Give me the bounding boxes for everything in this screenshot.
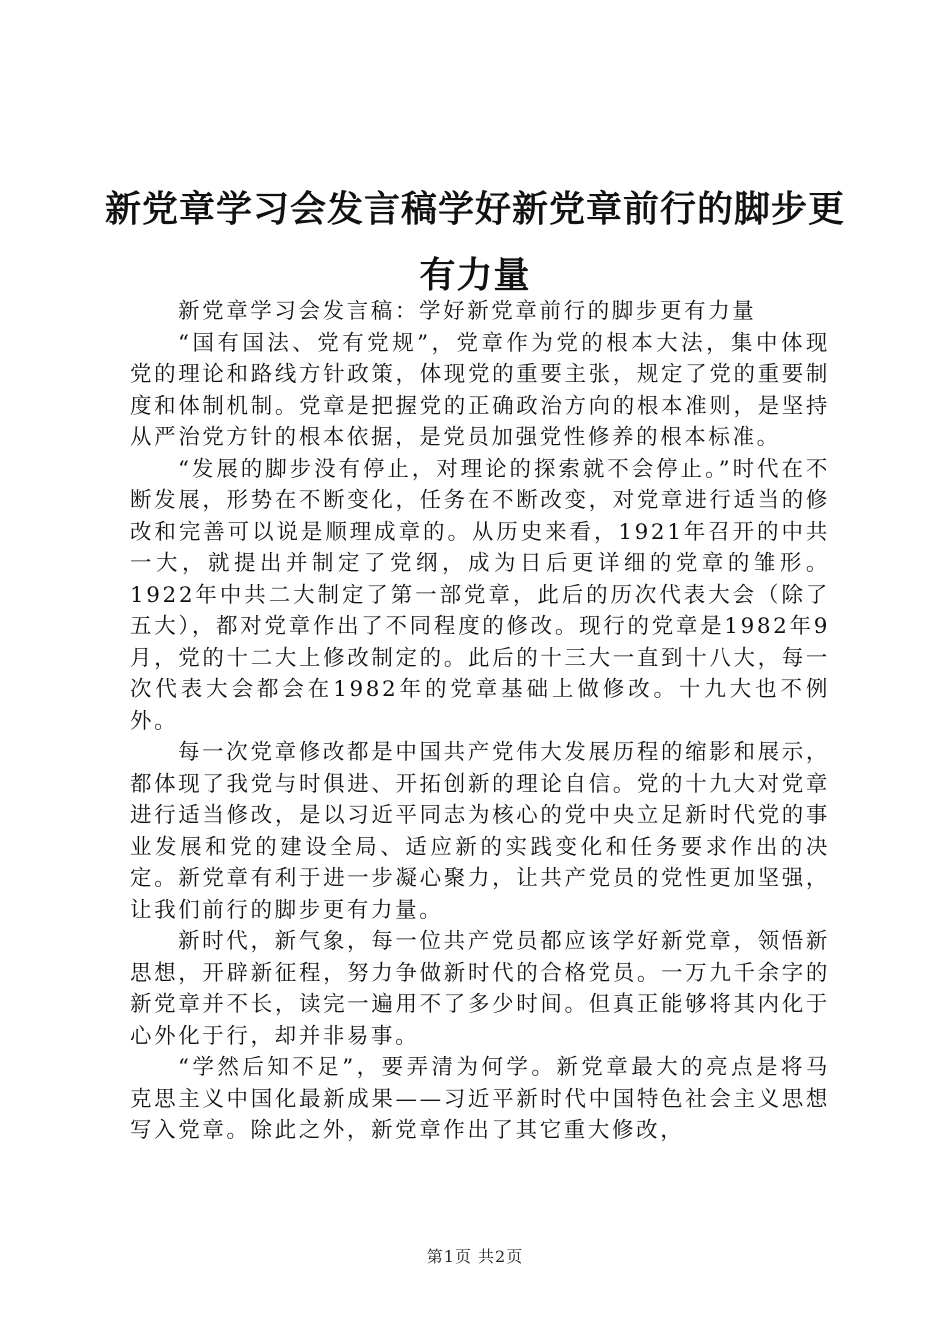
page-number-footer: 第1页 共2页: [426, 1247, 524, 1266]
document-body: [130, 296, 830, 1147]
paragraph-3: 每一次党章修改都是中国共产党伟大发展历程的缩影和展示，都体现了我党与时俱进、开拓创新的理论自信。党的十九大对党章进行适当修改，是以习近平同志为核心的党中央立足新时代党的事业发展和党的建设全局、适应新的实践变化和任务要求作出的决定。新党章有利于进一步凝心聚力，让共产党员的党性更加坚强，让我们前行的脚步更有力量。: [130, 740, 830, 923]
document-subtitle: 新党章学习会发言稿：学好新党章前行的脚步更有力量: [178, 299, 757, 324]
paragraph-1: “国有国法、党有党规”，党章作为党的根本大法，集中体现党的理论和路线方针政策，体现党的重要主张，规定了党的重要制度和体制机制。党章是把握党的正确政治方向的根本准则，是坚持从严治党方针的根本依据，是党员加强党性修养的根本标准。: [130, 330, 830, 450]
paragraph-4: 新时代，新气象，每一位共产党员都应该学好新党章，领悟新思想，开辟新征程，努力争做新时代的合格党员。一万九千余字的新党章并不长，读完一遍用不了多少时间。但真正能够将其内化于心外化于行，却并非易事。: [130, 929, 830, 1049]
paragraph-5: “学然后知不足”，要弄清为何学。新党章最大的亮点是将马克思主义中国化最新成果——习近平新时代中国特色社会主义思想写入党章。除此之外，新党章作出了其它重大修改，: [130, 1055, 830, 1143]
document-title: 新党章学习会发言稿学好新党章前行的脚步更有力量: [104, 188, 845, 296]
paragraph-2: “发展的脚步没有停止，对理论的探索就不会停止。”时代在不断发展，形势在不断变化，任务在不断改变，对党章进行适当的修改和完善可以说是顺理成章的。从历史来看，1921年召开的中共一大，就提出并制定了党纲，成为日后更详细的党章的雏形。1922年中共二大制定了第一部党章，此后的历次代表大会（除了五大），都对党章作出了不同程度的修改。现行的党章是1982年9月，党的十二大上修改制定的。此后的十三大一直到十八大，每一次代表大会都会在1982年的党章基础上做修改。十九大也不例外。: [130, 456, 830, 734]
